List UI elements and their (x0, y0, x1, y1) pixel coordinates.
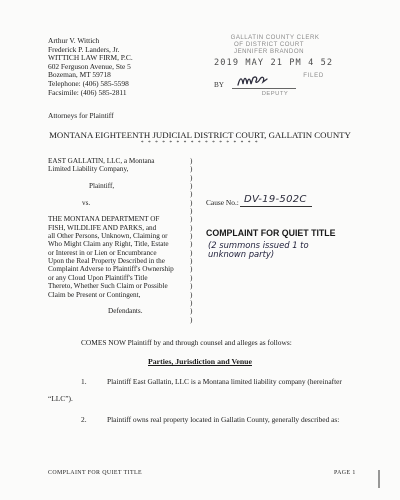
paragraph-text: Plaintiff owns real property located in Gallatin County, generally described as: (107, 415, 340, 424)
firm-address-street: 602 Ferguson Avenue, Ste 5 (48, 61, 131, 71)
stamp-deputy-label: DEPUTY (261, 91, 289, 98)
paragraph-text: Plaintiff East Gallatin, LLC is a Montana limited liability company (hereinafter (107, 377, 342, 386)
defendant-name-line: Thereto, Whether Such Claim or Possible (48, 282, 168, 291)
attorneys-for-label: Attorneys for Plaintiff (48, 111, 114, 120)
intro-paragraph: COMES NOW Plaintiff by and through counsel and alleges as follows: (81, 338, 292, 347)
stamp-by-line (214, 80, 324, 89)
defendant-name-line: or Interest in or Lien or Encumbrance (48, 248, 157, 257)
firm-address-city: Bozeman, MT 59718 (48, 70, 111, 80)
paragraph-1 (81, 377, 342, 386)
case-caption-parties (48, 157, 188, 316)
versus-label: vs. (82, 198, 91, 207)
attorney-block (48, 37, 133, 97)
paragraph-1-continuation: “LLC”). (48, 394, 73, 403)
defendant-name-line: FISH, WILDLIFE AND PARKS, and (48, 223, 157, 232)
footer-document-title: COMPLAINT FOR QUIET TITLE (48, 470, 142, 476)
footer-page-number: PAGE 1 (334, 470, 356, 476)
cause-number-rule (240, 206, 312, 207)
court-title: MONTANA EIGHTEENTH JUDICIAL DISTRICT COURT, GALLATIN COUNTY (49, 130, 351, 140)
defendant-name-line: all Other Persons, Unknown, Claiming or (48, 232, 168, 241)
attorney-line: Arthur V. Wittich (48, 36, 100, 45)
paragraph-2 (81, 415, 339, 424)
plaintiff-label: Plaintiff, (89, 182, 115, 191)
plaintiff-name-line: EAST GALLATIN, LLC, a Montana (48, 157, 155, 165)
clerk-filing-stamp (214, 34, 334, 110)
plaintiff-name-line: Limited Liability Company, (48, 165, 129, 174)
stamp-by-label: BY (214, 81, 224, 90)
stamp-court-line: OF DISTRICT COURT (234, 41, 304, 49)
complaint-title: COMPLAINT FOR QUIET TITLE (206, 228, 336, 238)
title-star-divider: * * * * * * * * * * * * * * * * * (140, 140, 260, 146)
stamp-clerk-name: JENNIFER BRANDON (234, 48, 304, 56)
cause-number-handwritten: DV-19-502C (244, 194, 307, 205)
paragraph-number: 2. (81, 415, 87, 424)
firm-facsimile: Facsimile: (406) 585-2811 (48, 87, 127, 97)
scan-edge-mark-icon (378, 470, 380, 488)
defendant-name-line: Who Might Claim any Right, Title, Estate (48, 240, 169, 249)
caption-parenthesis-column: ) ) ) ) ) ) ) ) ) ) ) ) ) ) ) ) ) ) ) ) (190, 157, 193, 324)
stamp-filed: FILED (303, 72, 324, 80)
stamp-clerk-line: GALLATIN COUNTY CLERK (230, 34, 320, 41)
defendant-name-line: Claim be Present or Contingent, (48, 290, 141, 299)
defendant-name-line: Upon the Real Property Described in the (48, 257, 165, 266)
defendant-name-line: THE MONTANA DEPARTMENT OF (48, 215, 160, 224)
firm-telephone: Telephone: (406) 585-5598 (48, 78, 129, 88)
defendants-label: Defendants. (108, 307, 143, 316)
firm-name: WITTICH LAW FIRM, P.C. (48, 53, 133, 63)
handwritten-summons-note: (2 summons issued 1 to unknown party) (208, 240, 309, 260)
cause-number-label: Cause No.: (206, 198, 239, 207)
deputy-signature-icon (236, 73, 270, 89)
paragraph-number: 1. (81, 377, 87, 386)
signature-rule (232, 88, 296, 89)
stamp-date: 2019 MAY 21 PM 4 52 (214, 58, 334, 69)
section-heading: Parties, Jurisdiction and Venue (148, 357, 252, 366)
attorney-line: Frederick P. Landers, Jr. (48, 44, 120, 54)
defendant-name-line: Complaint Adverse to Plaintiff's Ownership (48, 265, 174, 274)
defendant-name-line: or any Cloud Upon Plaintiff's Title (48, 273, 148, 282)
